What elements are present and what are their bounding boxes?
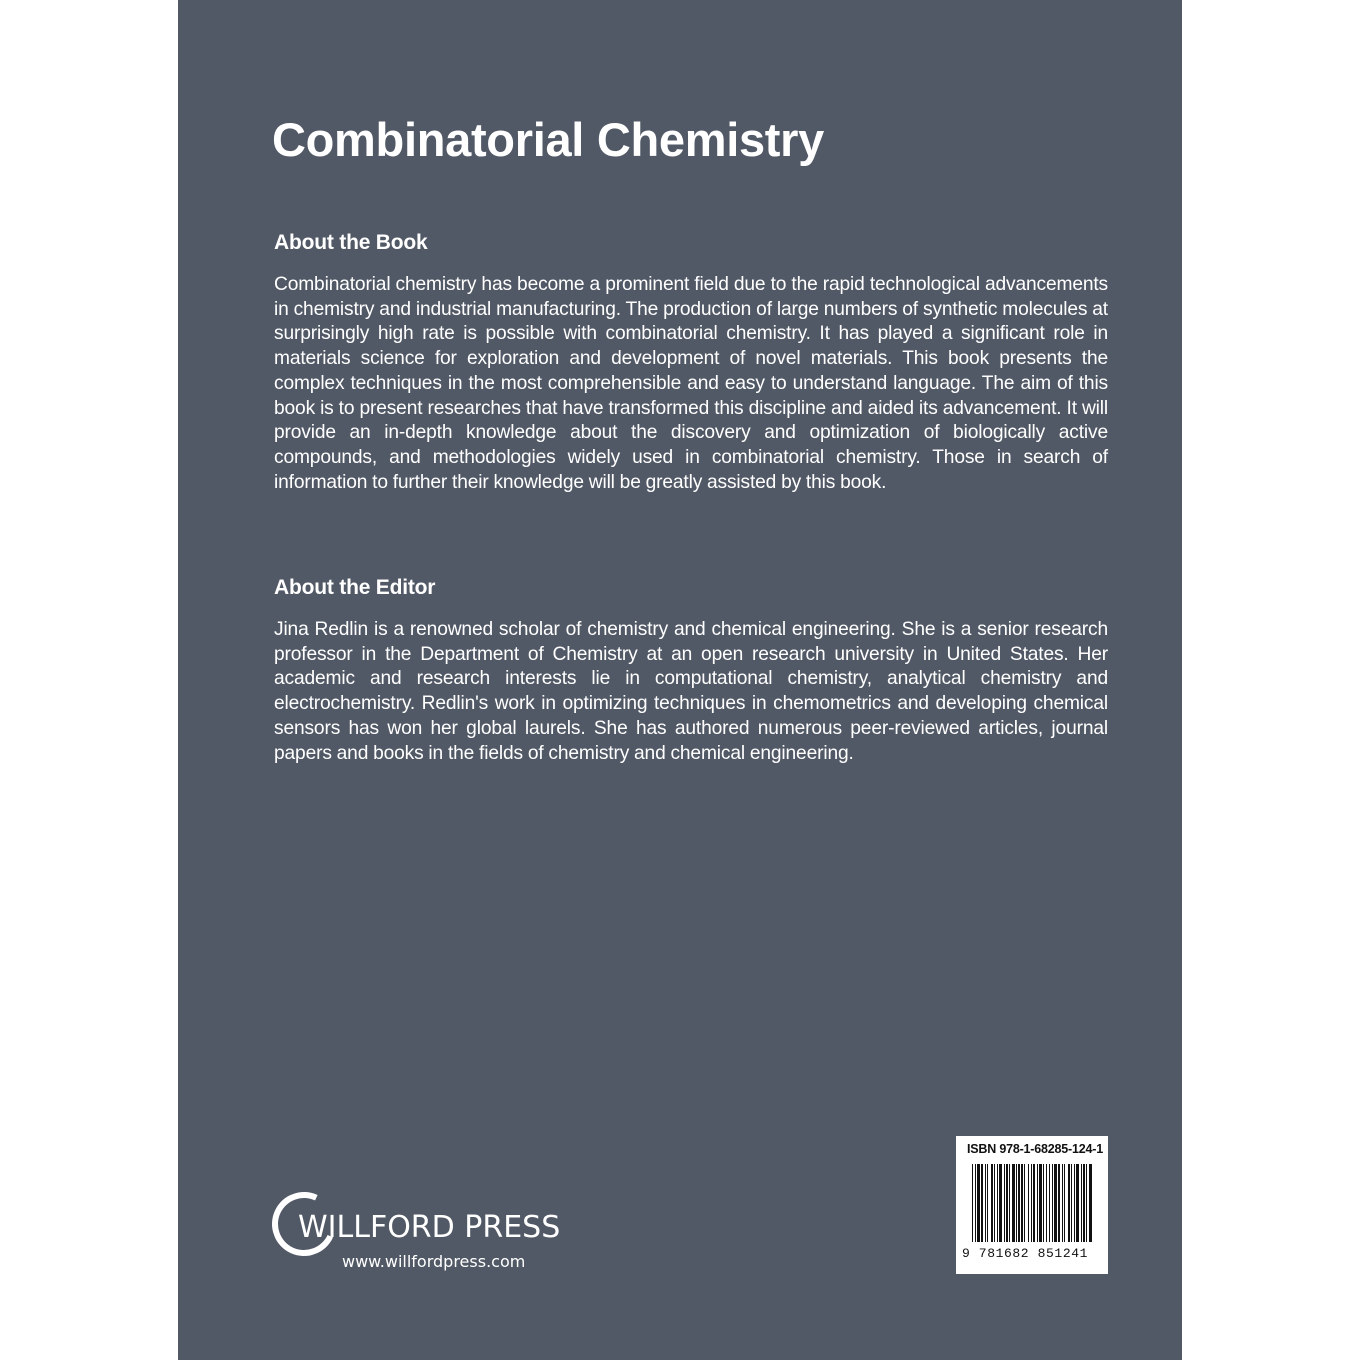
barcode-bar [975, 1164, 976, 1242]
barcode-bar [1046, 1164, 1047, 1242]
barcode-bar [1052, 1164, 1053, 1242]
barcode-bar [977, 1164, 980, 1242]
barcode-bar [985, 1164, 986, 1242]
barcode-bar [1031, 1164, 1032, 1242]
barcode-bar [1081, 1164, 1082, 1242]
barcode-bar [999, 1164, 1002, 1242]
barcode-bar [1049, 1164, 1050, 1242]
barcode-bar [1004, 1164, 1005, 1242]
barcode-bar [997, 1164, 998, 1242]
barcode-bar [1074, 1164, 1075, 1242]
barcode-bar [1039, 1164, 1042, 1242]
barcode-bar [1083, 1164, 1085, 1242]
barcode-bar [981, 1164, 983, 1242]
barcode-bar [1024, 1164, 1025, 1242]
barcode-bar [1068, 1164, 1070, 1242]
barcode-bar [987, 1164, 988, 1242]
barcode-bar [1043, 1164, 1044, 1242]
publisher-url: www.willfordpress.com [342, 1252, 526, 1271]
barcode-bar [1016, 1164, 1017, 1242]
book-title: Combinatorial Chemistry [272, 113, 824, 166]
barcode-bar [991, 1164, 993, 1242]
isbn-barcode [956, 1136, 1108, 1274]
barcode-bar [1058, 1164, 1060, 1242]
barcode-bar [1062, 1164, 1063, 1242]
book-back-cover [178, 0, 1182, 1360]
barcode-bars [972, 1164, 1092, 1244]
about-book-heading: About the Book [274, 231, 428, 254]
barcode-bar [1009, 1164, 1010, 1242]
about-editor-text: Jina Redlin is a renowned scholar of chemistry and chemical engineering. She is a senior research professor in the Department of Chemistry at an open research university in United States. Her academic and research interests lie in computational chemistry, analytical chemistry and electrochemistry. Redlin's work in optimizing techniques in chemometrics and developing chemical sensors has won her global laurels. She has authored numerous peer-reviewed articles, journal papers and books in the fields of chemistry and chemical engineering. [274, 619, 1108, 764]
barcode-bar [1021, 1164, 1023, 1242]
barcode-bar [1033, 1164, 1035, 1242]
barcode-bar [1071, 1164, 1072, 1242]
barcode-bar [1086, 1164, 1087, 1242]
barcode-bar [1064, 1164, 1065, 1242]
barcode-bar [1037, 1164, 1038, 1242]
barcode-bar [1006, 1164, 1008, 1242]
barcode-bar [1028, 1164, 1029, 1242]
barcode-bar [994, 1164, 995, 1242]
barcode-bar [1076, 1164, 1079, 1242]
barcode-bar [1054, 1164, 1057, 1242]
barcode-digits: 9 781682 851241 [962, 1246, 1089, 1261]
barcode-bar [972, 1164, 973, 1242]
publisher-logo [272, 1190, 561, 1280]
barcode-bar [1018, 1164, 1020, 1242]
barcode-bar [1089, 1164, 1092, 1242]
isbn-label: ISBN 978-1-68285-124-1 [967, 1142, 1103, 1156]
about-book-text: Combinatorial chemistry has become a prominent field due to the rapid technological advancements in chemistry and industrial manufacturing. The production of large numbers of synthetic molecules at surprisingly high rate is possible with combinatorial chemistry. It has played a significant role in materials science for exploration and development of novel materials. This book presents the complex techniques in the most comprehensible and easy to understand language. The aim of this book is to present researches that have transformed this discipline and aided its advancement. It will provide an in-depth knowledge about the discovery and optimization of biologically active compounds, and methodologies widely used in combinatorial chemistry. Those in search of information to further their knowledge will be greatly assisted by this book. [274, 274, 1108, 493]
about-editor-heading: About the Editor [274, 576, 436, 599]
publisher-name: WILLFORD PRESS [298, 1210, 561, 1245]
barcode-bar [1012, 1164, 1015, 1242]
